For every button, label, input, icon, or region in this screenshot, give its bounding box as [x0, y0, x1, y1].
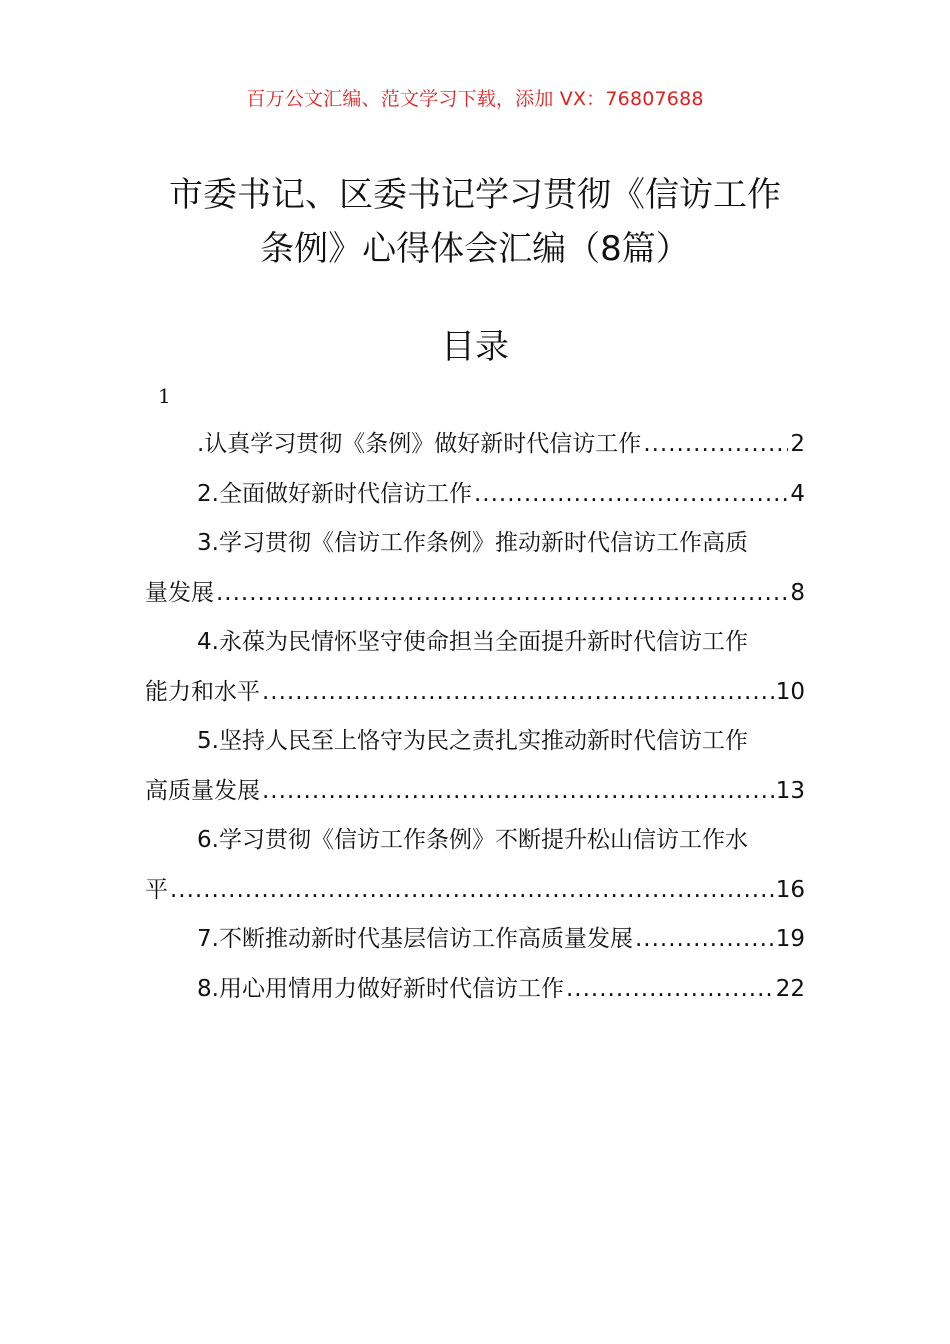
dot-leader [474, 470, 788, 520]
dot-leader [635, 915, 774, 965]
toc-entry-4-title[interactable]: 4.永葆为民情怀坚守使命担当全面提升新时代信访工作 [197, 629, 748, 655]
toc-entry-1[interactable] [145, 420, 805, 470]
toc-entry-7[interactable] [145, 915, 805, 965]
toc-entry-8-page[interactable]: 22 [775, 975, 805, 1002]
toc-entry-3-page[interactable]: 8 [790, 579, 805, 606]
toc-entry-3[interactable] [145, 519, 805, 618]
toc-entry-6-title[interactable]: 6.学习贯彻《信访工作条例》不断提升松山信访工作水 [197, 827, 748, 853]
table-of-contents [145, 420, 805, 1014]
toc-entry-1-page[interactable]: 2 [790, 431, 805, 457]
toc-entry-5-page[interactable]: 13 [775, 777, 805, 804]
toc-entry-2-page[interactable]: 4 [790, 480, 805, 507]
dot-leader [262, 668, 774, 718]
toc-entry-3-title-cont[interactable]: 量发展 [145, 579, 214, 606]
dot-leader [262, 767, 774, 817]
toc-entry-6[interactable] [145, 816, 805, 915]
toc-entry-5-title-cont[interactable]: 高质量发展 [145, 777, 260, 804]
toc-entry-6-page[interactable]: 16 [775, 876, 805, 903]
header-banner: 百万公文汇编、范文学习下载，添加 VX：76807688 [246, 88, 704, 110]
document-title [120, 168, 830, 276]
toc-entry-4-page[interactable]: 10 [775, 678, 805, 705]
toc-marker: 1 [158, 384, 171, 408]
toc-entry-8[interactable] [145, 965, 805, 1015]
toc-entry-5-title[interactable]: 5.坚持人民至上恪守为民之责扎实推动新时代信访工作 [197, 728, 748, 754]
dot-leader [643, 420, 788, 470]
title-line-2: 条例》心得体会汇编（8篇） [260, 229, 690, 269]
dot-leader [170, 866, 774, 916]
toc-entry-1-title[interactable]: .认真学习贯彻《条例》做好新时代信访工作 [197, 431, 642, 457]
toc-entry-6-title-cont[interactable]: 平 [145, 876, 168, 903]
toc-entry-4[interactable] [145, 618, 805, 717]
toc-entry-4-title-cont[interactable]: 能力和水平 [145, 678, 260, 705]
dot-leader [216, 569, 788, 619]
toc-entry-2[interactable] [145, 470, 805, 520]
toc-entry-2-title[interactable]: 2.全面做好新时代信访工作 [197, 480, 472, 507]
toc-entry-7-title[interactable]: 7.不断推动新时代基层信访工作高质量发展 [197, 926, 633, 952]
toc-entry-8-title[interactable]: 8.用心用情用力做好新时代信访工作 [197, 975, 564, 1002]
toc-entry-3-title[interactable]: 3.学习贯彻《信访工作条例》推动新时代信访工作高质 [197, 530, 748, 556]
toc-heading: 目录 [441, 327, 509, 367]
toc-entry-5[interactable] [145, 717, 805, 816]
title-line-1: 市委书记、区委书记学习贯彻《信访工作 [169, 175, 781, 215]
dot-leader [566, 965, 774, 1015]
toc-entry-7-page[interactable]: 19 [775, 926, 805, 952]
